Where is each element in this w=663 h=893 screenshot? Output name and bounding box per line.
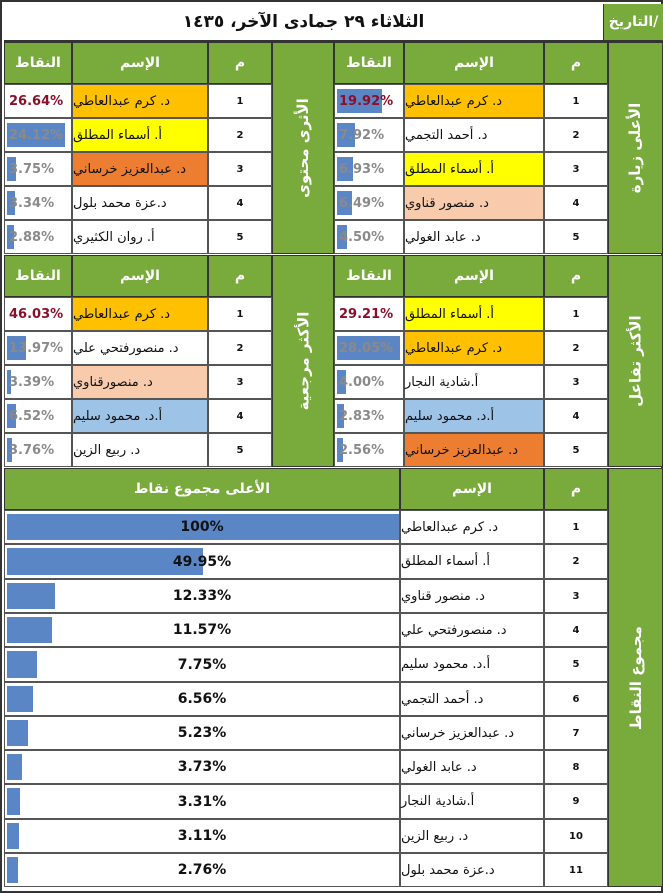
points-percent: 3.34%	[9, 195, 55, 211]
member-name: د. كرم عبدالعاطي	[72, 297, 208, 331]
member-name: أ. أسماء المطلق	[72, 118, 208, 152]
points-percent: 2.56%	[339, 442, 385, 458]
member-name: د. أحمد التجمي	[404, 118, 544, 152]
member-name: د. كرم عبدالعاطي	[404, 84, 544, 118]
rank-number: 11	[544, 853, 608, 887]
total-points-cell	[4, 750, 400, 784]
column-header-name: الإسم	[404, 42, 544, 84]
member-name: د. عابد الغولي	[400, 750, 544, 784]
section-label-most_referenced	[272, 255, 334, 467]
points-cell	[334, 365, 404, 399]
points-percent: 29.21%	[339, 306, 394, 322]
member-name: د. عبدالعزيز خرساني	[400, 716, 544, 750]
rank-number: 2	[544, 331, 608, 365]
total-points-percent: 12.33%	[172, 588, 232, 604]
rank-number: 9	[544, 784, 608, 819]
member-name: د. منصور قناوي	[404, 186, 544, 220]
total-points-percent: 11.57%	[172, 622, 232, 638]
member-name: د. كرم عبدالعاطي	[404, 331, 544, 365]
member-name: أ. أسماء المطلق	[404, 152, 544, 186]
total-points-cell	[4, 819, 400, 853]
column-header-name: الإسم	[72, 42, 208, 84]
total-points-percent: 6.56%	[177, 691, 227, 707]
total-points-percent: 100%	[180, 519, 224, 535]
points-percent: 2.88%	[9, 229, 55, 245]
date-label: التاريخ/	[604, 4, 663, 42]
points-percent: 4.50%	[339, 229, 385, 245]
section-label-total-points	[608, 468, 663, 887]
points-cell	[334, 152, 404, 186]
total-points-percent: 3.31%	[177, 793, 227, 810]
points-cell	[4, 365, 72, 399]
points-cell	[4, 118, 72, 152]
rank-number: 3	[544, 152, 608, 186]
member-name: د. منصور قناوي	[400, 579, 544, 613]
member-name: د. كرم عبدالعاطي	[72, 84, 208, 118]
member-name: أ.شادية النجار	[400, 784, 544, 819]
rank-number: 5	[208, 220, 272, 254]
member-name: د. عبدالعزيز خرساني	[72, 152, 208, 186]
rank-number: 5	[544, 647, 608, 682]
member-name: د. كرم عبدالعاطي	[400, 510, 544, 544]
points-percent: 2.83%	[339, 408, 385, 424]
rank-number: 2	[208, 331, 272, 365]
rank-number: 4	[208, 186, 272, 220]
page-title: الثلاثاء ٢٩ جمادى الآخر، ١٤٣٥	[4, 4, 604, 42]
rank-number: 8	[544, 750, 608, 784]
total-points-percent: 3.73%	[177, 759, 227, 775]
rank-number: 3	[544, 365, 608, 399]
points-cell	[334, 297, 404, 331]
section-label-text: مجموع النقاط	[626, 625, 645, 730]
total-points-cell	[4, 853, 400, 887]
points-cell	[4, 84, 72, 118]
points-percent: 19.92%	[339, 93, 394, 109]
rank-number: 5	[544, 220, 608, 254]
points-percent: 24.12%	[9, 127, 64, 143]
section-label-text: الأثرى محتوى	[294, 98, 312, 198]
rank-number: 1	[208, 84, 272, 118]
member-name: أ. أسماء المطلق	[400, 544, 544, 579]
column-header-name: الإسم	[404, 255, 544, 297]
points-cell	[4, 399, 72, 433]
column-header-num: م	[544, 468, 608, 510]
total-points-cell	[4, 682, 400, 716]
rank-number: 10	[544, 819, 608, 853]
column-header-points: النقاط	[4, 42, 72, 84]
rank-number: 4	[544, 399, 608, 433]
total-points-percent: 49.95%	[172, 553, 232, 570]
points-percent: 46.03%	[9, 306, 64, 322]
rank-number: 1	[544, 510, 608, 544]
rank-number: 5	[208, 433, 272, 467]
section-label-most_visited	[608, 42, 663, 254]
section-label-text: الأعلى زيارة	[626, 102, 645, 194]
column-header-num: م	[208, 42, 272, 84]
rank-number: 6	[544, 682, 608, 716]
rank-number: 2	[544, 544, 608, 579]
total-points-percent: 7.75%	[177, 656, 227, 673]
rank-number: 1	[544, 297, 608, 331]
points-percent: 4.00%	[339, 374, 385, 390]
member-name: د. منصورفتحي علي	[72, 331, 208, 365]
points-cell	[334, 399, 404, 433]
member-name: د. عبدالعزيز خرساني	[404, 433, 544, 467]
member-name: د.عزة محمد بلول	[400, 853, 544, 887]
total-points-cell	[4, 544, 400, 579]
points-cell	[4, 331, 72, 365]
points-cell	[334, 186, 404, 220]
points-cell	[4, 297, 72, 331]
member-name: أ.شادية النجار	[404, 365, 544, 399]
total-points-cell	[4, 647, 400, 682]
section-label-text: الأكثر مرجعية	[294, 311, 313, 411]
points-cell	[334, 220, 404, 254]
rank-number: 2	[544, 118, 608, 152]
rank-number: 1	[544, 84, 608, 118]
points-cell	[4, 152, 72, 186]
column-header-num: م	[544, 255, 608, 297]
member-name: أ.د. محمود سليم	[72, 399, 208, 433]
member-name: د. ربيع الزين	[400, 819, 544, 853]
rank-number: 3	[208, 152, 272, 186]
points-percent: 3.39%	[9, 374, 55, 390]
member-name: د. منصورفتحي علي	[400, 613, 544, 647]
column-header-num: م	[208, 255, 272, 297]
column-header-points: النقاط	[4, 255, 72, 297]
points-percent: 28.05%	[339, 340, 394, 356]
member-name: د. منصورقناوي	[72, 365, 208, 399]
section-label-most_interactive	[608, 255, 663, 467]
total-points-cell	[4, 510, 400, 544]
points-percent: 6.49%	[339, 195, 385, 211]
rank-number: 4	[208, 399, 272, 433]
total-points-cell	[4, 613, 400, 647]
total-points-percent: 2.76%	[177, 862, 227, 878]
column-header-name: الإسم	[400, 468, 544, 510]
points-cell	[334, 331, 404, 365]
total-points-cell	[4, 579, 400, 613]
rank-number: 4	[544, 186, 608, 220]
member-name: د. عابد الغولي	[404, 220, 544, 254]
points-percent: 6.52%	[9, 408, 55, 424]
member-name: أ. روان الكثيري	[72, 220, 208, 254]
points-percent: 13.97%	[9, 340, 64, 356]
points-cell	[334, 118, 404, 152]
points-percent: 3.76%	[9, 442, 55, 458]
rank-number: 5	[544, 433, 608, 467]
total-points-percent: 5.23%	[177, 725, 227, 741]
points-cell	[334, 84, 404, 118]
section-label-text: الأكثر تفاعل	[626, 315, 645, 407]
member-name: أ. أسماء المطلق	[404, 297, 544, 331]
rank-number: 3	[208, 365, 272, 399]
rank-number: 1	[208, 297, 272, 331]
points-cell	[4, 433, 72, 467]
column-header-total: الأعلى مجموع نقاط	[4, 468, 400, 510]
points-cell	[334, 433, 404, 467]
rank-number: 2	[208, 118, 272, 152]
member-name: أ.د. محمود سليم	[404, 399, 544, 433]
section-label-most_content	[272, 42, 334, 254]
member-name: أ.د. محمود سليم	[400, 647, 544, 682]
points-cell	[4, 186, 72, 220]
rank-number: 4	[544, 613, 608, 647]
member-name: د. ربيع الزين	[72, 433, 208, 467]
column-header-points: النقاط	[334, 255, 404, 297]
points-percent: 7.92%	[339, 127, 385, 143]
total-points-cell	[4, 716, 400, 750]
column-header-num: م	[544, 42, 608, 84]
total-points-percent: 3.11%	[177, 828, 227, 844]
rank-number: 7	[544, 716, 608, 750]
column-header-name: الإسم	[72, 255, 208, 297]
member-name: د. أحمد التجمي	[400, 682, 544, 716]
member-name: د.عزة محمد بلول	[72, 186, 208, 220]
column-header-points: النقاط	[334, 42, 404, 84]
points-percent: 26.64%	[9, 93, 64, 109]
rank-number: 3	[544, 579, 608, 613]
points-percent: 6.93%	[339, 161, 385, 177]
points-percent: 3.75%	[9, 161, 55, 177]
total-points-cell	[4, 784, 400, 819]
points-cell	[4, 220, 72, 254]
